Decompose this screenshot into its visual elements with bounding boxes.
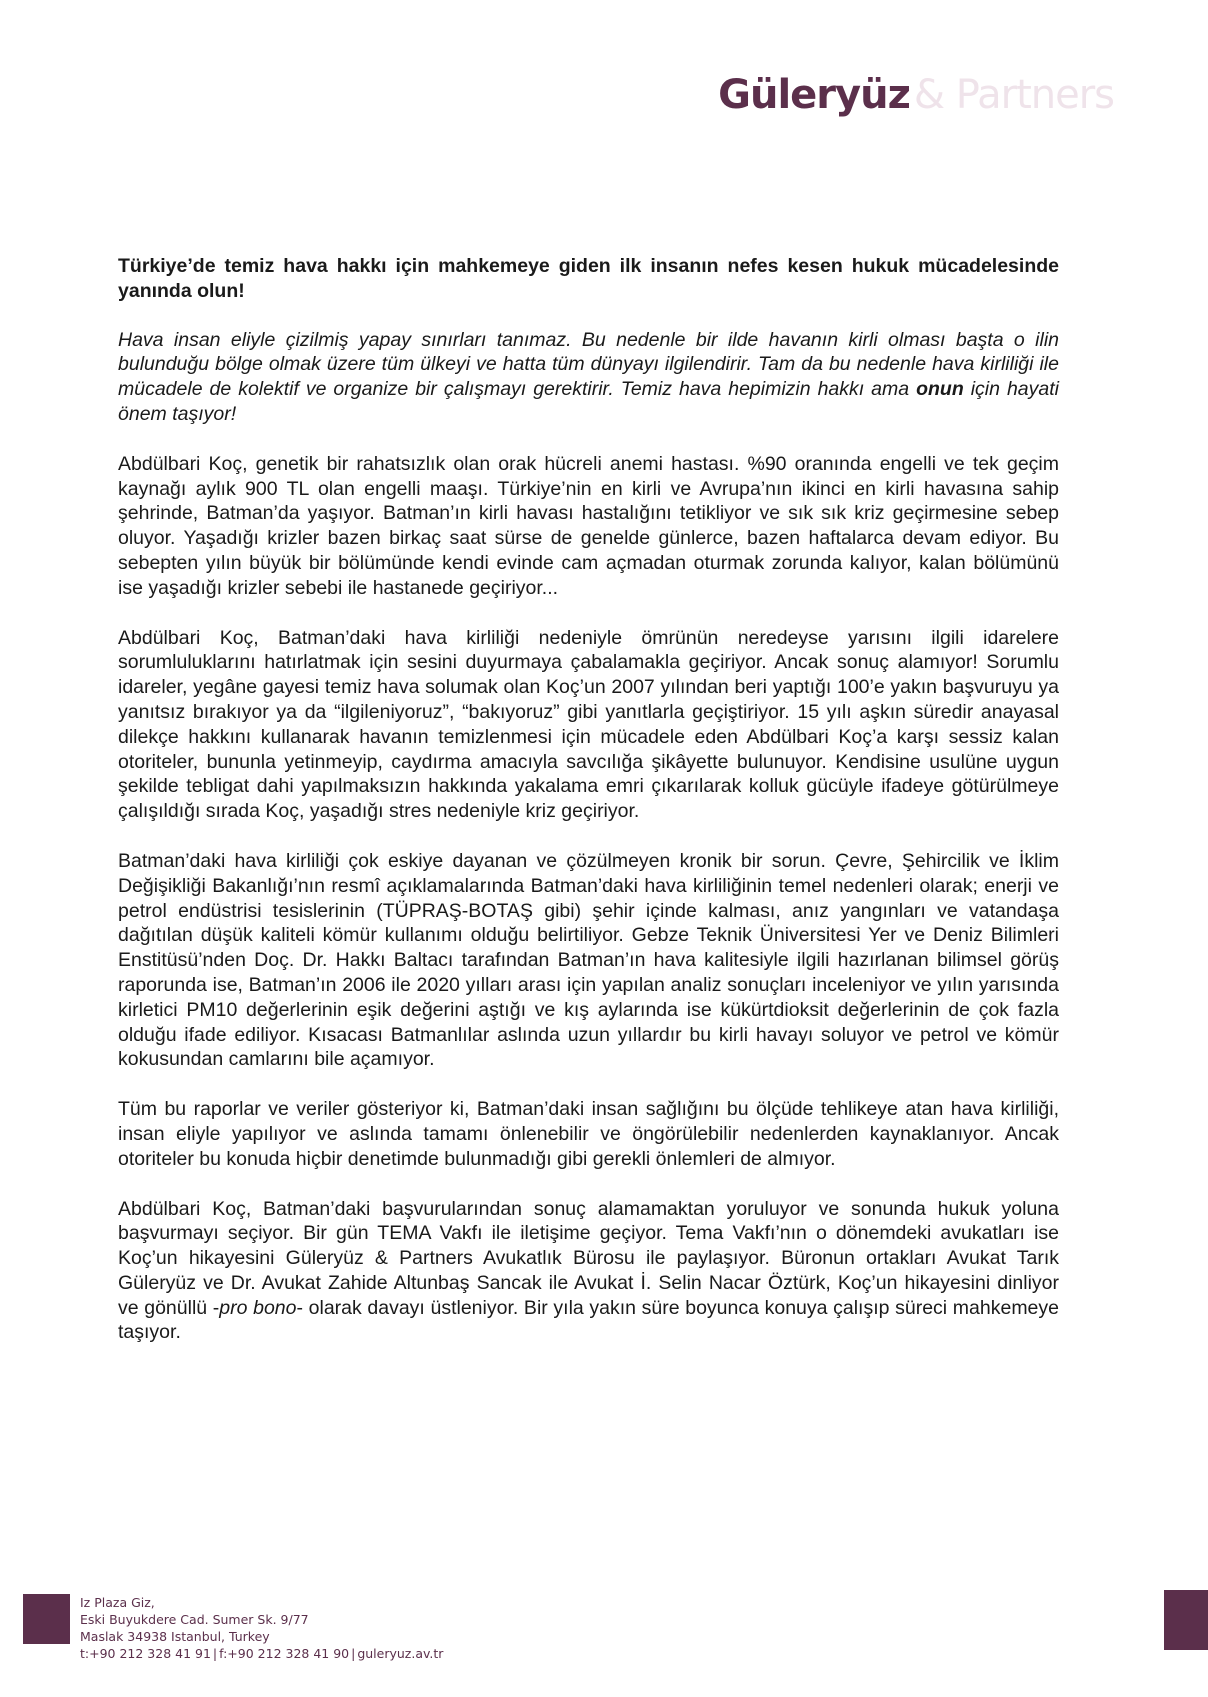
separator: | — [351, 1646, 356, 1661]
paragraph-1: Abdülbari Koç, genetik bir rahatsızlık olan orak hücreli anemi hastası. %90 oranında engelli ve tek geçim kaynağı aylık 900 TL olan engelli maaşı. Türkiye’nin en kirli ve Avrupa’nın ikinci en kirli havasına sahip şehrinde, Batman’da yaşıyor. Batman’ın kirli havası hastalığını tetikliyor ve sık sık kriz geçirmesine sebep oluyor. Yaşadığı krizler bazen birkaç saat sürse de genelde günlerce, bazen haftalarca devam ediyor. Bu sebepten yılın büyük bir bölümünde kendi evinde cam açmadan oturmak zorunda kalıyor, kalan bölümünü ise yaşadığı krizler sebebi ile hastanede geçiriyor... — [118, 452, 1059, 599]
logo-brand: Güleryüz — [718, 72, 910, 118]
intro-text-start: Hava insan eliyle çizilmiş yapay sınırları tanımaz. Bu nedenle bir ilde havanın kirli olması başta o ilin bulunduğu bölge olmak üzere tüm ülkeyi ve hatta tüm dünyayı ilgilendirir. Tam da bu nedenle hava kirliliği ile mücadele de kolektif ve organize bir çalışmayı gerektirir. Temiz hava hepimizin hakkı ama — [118, 328, 1059, 401]
intro-bold-word: onun — [916, 378, 964, 401]
paragraph-5-start: Abdülbari Koç, Batman’daki başvurularından sonuç alamamaktan yoruluyor ve sonunda hukuk yoluna başvurmayı seçiyor. Bir gün TEMA Vakfı ile iletişime geçiyor. Tema Vakfı’nın o dönemdeki avukatları ise Koç’un hikayesini Güleryüz & Partners Avukatlık Bürosu ile paylaşıyor. Büronun ortakları Avukat Tarık Güleryüz ve Dr. Avukat Zahide Altunbaş Sancak ile Avukat İ. Selin Nacar Öztürk, Koç’un hikayesini dinliyor ve gönüllü - — [118, 1197, 1059, 1319]
website-link[interactable]: guleryuz.av.tr — [357, 1646, 444, 1661]
contact-line — [80, 1645, 443, 1662]
address-line-2: Eski Buyukdere Cad. Sumer Sk. 9/77 — [80, 1612, 309, 1627]
address-line-1: Iz Plaza Giz, — [80, 1595, 155, 1610]
footer-address — [80, 1594, 443, 1662]
logo-partners: & Partners — [913, 72, 1114, 118]
document-heading: Türkiye’de temiz hava hakkı için mahkemeye giden ilk insanın nefes kesen hukuk mücadelesinde yanında olun! — [118, 255, 1059, 302]
pro-bono-italic: pro bono — [219, 1296, 297, 1319]
paragraph-3: Batman’daki hava kirliliği çok eskiye dayanan ve çözülmeyen kronik bir sorun. Çevre, Şehircilik ve İklim Değişikliği Bakanlığı’nın resmî açıklamalarında Batman’daki hava kirliliğinin temel nedenleri olarak; enerji ve petrol endüstrisi tesislerinin (TÜPRAŞ-BOTAŞ gibi) şehir içinde kalması, anız yangınları ve vatandaşa dağıtılan düşük kaliteli kömür kullanımı olduğu belirtiliyor. Gebze Teknik Üniversitesi Yer ve Deniz Bilimleri Enstitüsü’nden Doç. Dr. Hakkı Baltacı tarafından Batman’ın hava kalitesiyle ilgili hazırlanan bilimsel görüş raporunda ise, Batman’ın 2006 ile 2020 yılları arası için yapılan analiz sonuçları inceleniyor ve yılın yarısında kirletici PM10 değerlerinin eşik değerini aştığı ve kış aylarında ise kükürtdioksit değerlerinin de çok fazla olduğu ifade ediliyor. Kısacası Batmanlılar aslında uzun yıllardır bu kirli havayı soluyor ve petrol ve kömür kokusundan camlarını bile açamıyor. — [118, 849, 1059, 1071]
intro-text-end: için hayati önem taşıyor! — [118, 378, 1059, 425]
address-line-3: Maslak 34938 Istanbul, Turkey — [80, 1629, 270, 1644]
letter-body — [118, 254, 1059, 1345]
phone-number: t:+90 212 328 41 91 — [80, 1646, 211, 1661]
paragraph-5-end: - olarak davayı üstleniyor. Bir yıla yakın süre boyunca konuya çalışıp süreci mahkemeye taşıyor. — [118, 1296, 1060, 1344]
footer-square-left — [23, 1594, 70, 1644]
fax-number: f:+90 212 328 41 90 — [219, 1646, 350, 1661]
intro-paragraph — [118, 328, 1059, 427]
paragraph-5 — [118, 1197, 1059, 1346]
separator: | — [212, 1646, 218, 1661]
paragraph-2: Abdülbari Koç, Batman’daki hava kirliliği nedeniyle ömrünün neredeyse yarısını ilgili idarelere sorumluluklarını hatırlatmak için sesini duyurmaya çabalamakla geçiriyor. Ancak sonuç alamıyor! Sorumlu idareler, yegâne gayesi temiz hava solumak olan Koç’un 2007 yılından beri yaptığı 100’e yakın başvuruyu ya yanıtsız bırakıyor ya da “ilgileniyoruz”, “bakıyoruz” gibi yanıtlarla geçiştiriyor. 15 yılı aşkın süredir anayasal dilekçe hakkını kullanarak havanın temizlenmesi için mücadele eden Abdülbari Koç’a karşı sessiz kalan otoriteler, bununla yetinmeyip, caydırma amacıyla savcılığa şikâyette bulunuyor. Kendisine usulüne uygun şekilde tebligat dahi yapılmaksızın hakkında yakalama emri çıkarılarak kolluk gücüyle ifadeye götürülmeye çalışıldığı sırada Koç, yaşadığı stres nedeniyle kriz geçiriyor. — [118, 626, 1059, 823]
company-logo — [718, 72, 1114, 118]
footer-square-right — [1164, 1590, 1208, 1650]
paragraph-4: Tüm bu raporlar ve veriler gösteriyor ki, Batman’daki insan sağlığını bu ölçüde tehlikeye atan hava kirliliği, insan eliyle yapılıyor ve aslında tamamı önlenebilir ve öngörülebilir nedenlerden kaynaklanıyor. Ancak otoriteler bu konuda hiçbir denetimde bulunmadığı gibi gerekli önlemleri de almıyor. — [118, 1098, 1059, 1170]
